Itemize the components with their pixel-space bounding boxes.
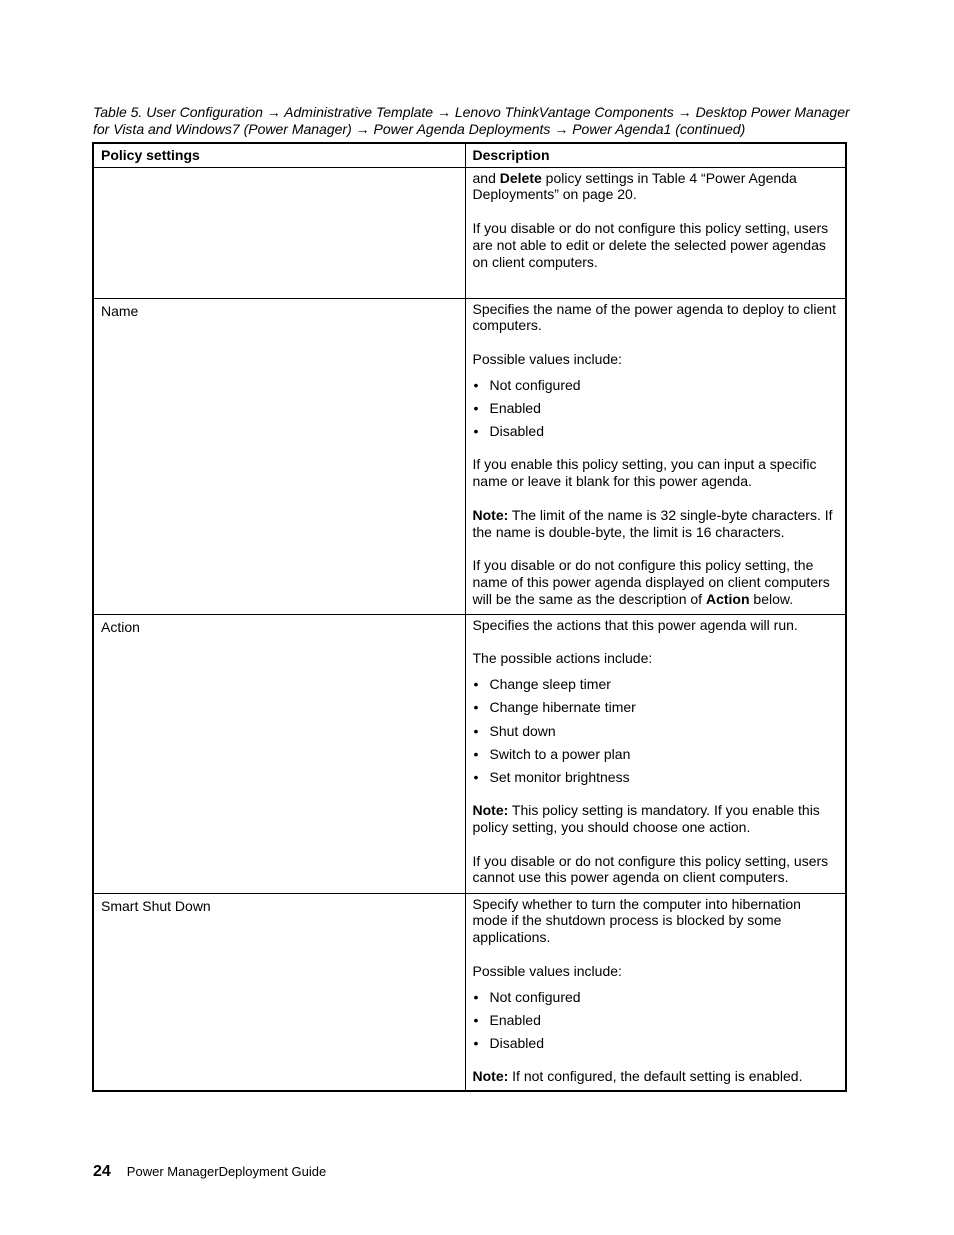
note-paragraph: [473, 507, 839, 541]
description-paragraph: If you enable this policy setting, you can input a specific name or leave it blank for this power agenda.: [472, 456, 817, 490]
description-paragraph: Specify whether to turn the computer into hibernation mode if the shutdown process is blocked by some applications.: [472, 895, 801, 946]
description-paragraph: [473, 170, 839, 204]
table-row: [93, 614, 846, 893]
table-row: [93, 298, 846, 614]
description-paragraph: The possible actions include:: [472, 650, 653, 667]
policy-setting-cell: Name: [93, 298, 465, 614]
column-header-policy-settings: Policy settings: [93, 143, 465, 167]
list-item: • Change sleep timer: [473, 676, 839, 693]
note-text: The limit of the name is 32 single-byte characters. If the name is double-byte, the limit is 16 characters.: [472, 506, 833, 540]
bold-text-run: Delete: [499, 169, 542, 186]
text-run: below.: [749, 591, 794, 608]
list-item: • Change hibernate timer: [473, 699, 839, 716]
text-run: and: [472, 169, 500, 186]
description-paragraph: Possible values include:: [472, 962, 622, 979]
values-list: [473, 377, 839, 440]
policy-table: [92, 142, 847, 1092]
note-label: Note:: [472, 506, 509, 523]
page-number: 24: [93, 1163, 111, 1180]
list-item: • Shut down: [473, 723, 839, 740]
caption-line-2: for Vista and Windows7 (Power Manager) → Power Agenda Deployments → Power Agenda1 (continued): [93, 121, 746, 137]
note-label: Note:: [472, 1068, 509, 1085]
list-item: • Switch to a power plan: [473, 746, 839, 763]
table-caption: [93, 104, 853, 138]
table-row: [93, 893, 846, 1091]
description-paragraph: If you disable or do not configure this policy setting, users cannot use this power agenda on client computers.: [472, 852, 829, 886]
list-item: • Enabled: [473, 1012, 839, 1029]
description-paragraph: Specifies the actions that this power agenda will run.: [472, 616, 798, 633]
values-list: [473, 989, 839, 1052]
list-item: • Enabled: [473, 400, 839, 417]
list-item: • Not configured: [473, 989, 839, 1006]
column-header-description: Description: [465, 143, 846, 167]
description-paragraph: Possible values include:: [472, 351, 622, 368]
description-cell: [465, 167, 846, 298]
description-cell: [465, 614, 846, 893]
list-item: • Set monitor brightness: [473, 769, 839, 786]
table-header-row: [93, 143, 846, 167]
actions-list: [473, 676, 839, 786]
caption-line-1: Table 5. User Configuration → Administrative Template → Lenovo ThinkVantage Components → Desktop Power Manager: [93, 104, 850, 120]
bold-text-run: Action: [705, 591, 750, 608]
policy-setting-cell: Smart Shut Down: [93, 893, 465, 1091]
note-text: This policy setting is mandatory. If you enable this policy setting, you should choose one action.: [472, 802, 820, 835]
page-footer: [93, 1163, 326, 1181]
note-paragraph: [473, 802, 839, 836]
text-run: policy settings in Table 4 “Power Agenda Deployments” on page 20.: [472, 169, 797, 203]
description-paragraph: Specifies the name of the power agenda to deploy to client computers.: [472, 300, 836, 334]
table-row: [93, 167, 846, 298]
description-cell: [465, 298, 846, 614]
policy-setting-cell: Action: [93, 614, 465, 893]
description-paragraph: If you disable or do not configure this policy setting, users are not able to edit or delete the selected power agendas on client computers.: [472, 220, 829, 270]
list-item: • Disabled: [473, 1035, 839, 1052]
note-text: If not configured, the default setting is enabled.: [508, 1068, 803, 1085]
list-item: • Not configured: [473, 377, 839, 394]
list-item: • Disabled: [473, 423, 839, 440]
note-label: Note:: [472, 802, 509, 819]
note-paragraph: [473, 1068, 839, 1085]
text-run: If you disable or do not configure this policy setting, the name of this power agenda displayed on client computers will be the same as the description of: [472, 557, 830, 608]
document-title: Power ManagerDeployment Guide: [126, 1164, 327, 1179]
policy-setting-cell: [93, 167, 465, 298]
description-paragraph: [473, 557, 839, 607]
description-cell: [465, 893, 846, 1091]
